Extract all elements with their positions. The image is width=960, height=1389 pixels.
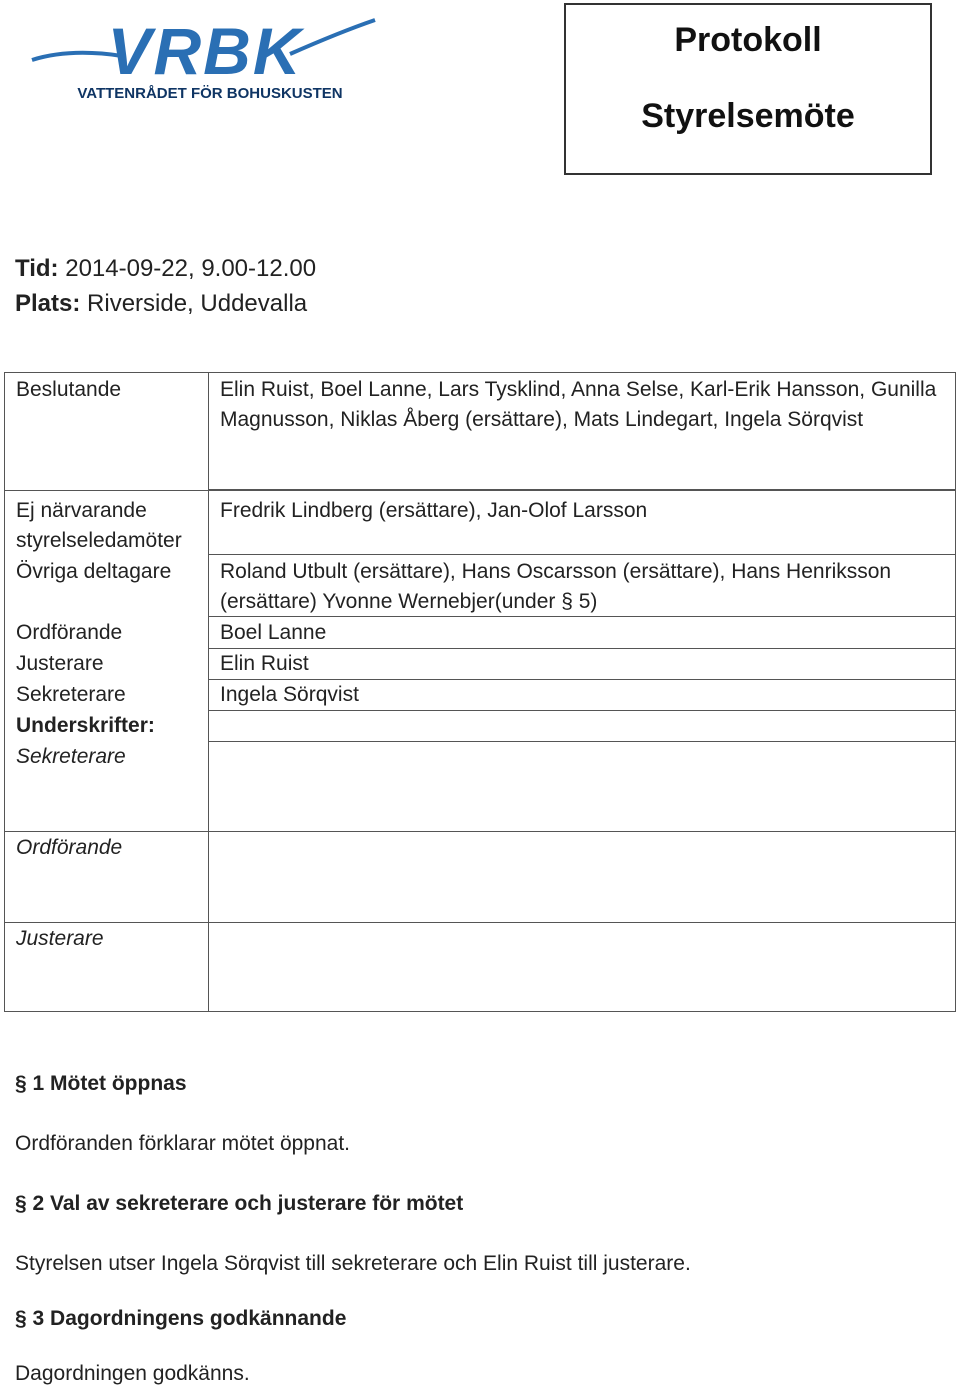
document-title: Protokoll <box>674 21 822 59</box>
sekreterare-value: Ingela Sörqvist <box>220 683 359 706</box>
justerare-value: Elin Ruist <box>220 652 309 675</box>
ej-narvarande-label: Ej närvarande <box>16 499 147 522</box>
row-divider <box>5 831 955 832</box>
ordforande-label: Ordförande <box>16 621 123 644</box>
styrelseledamoter-label: styrelseledamöter <box>16 529 182 552</box>
section-heading: § 3 Dagordningens godkännande <box>15 1307 347 1330</box>
section-body: Dagordningen godkänns. <box>15 1362 250 1385</box>
document-title-box <box>564 3 932 175</box>
row-divider <box>5 922 955 923</box>
logo-swoosh-right <box>290 20 375 54</box>
participants-table <box>4 372 956 1012</box>
signature-justerare-label: Justerare <box>16 927 104 950</box>
signature-sekreterare-label: Sekreterare <box>16 745 126 768</box>
underskrifter-label: Underskrifter: <box>16 714 155 737</box>
meeting-time <box>15 255 316 283</box>
section-heading: § 2 Val av sekreterare och justerare för mötet <box>15 1192 464 1215</box>
document-subtitle: Styrelsemöte <box>641 97 855 135</box>
sekreterare-label: Sekreterare <box>16 683 126 706</box>
ovriga-deltagare-label: Övriga deltagare <box>16 560 172 583</box>
ovriga-deltagare-value: Roland Utbult (ersättare), Hans Oscarsson (ersättare), Hans Henriksson (ersättare) Yvonne Wernebjer(under § 5) <box>220 560 892 613</box>
logo-subtitle: VATTENRÅDET FÖR BOHUSKUSTEN <box>77 85 343 102</box>
row-divider <box>5 490 955 491</box>
ordforande-value: Boel Lanne <box>220 621 327 644</box>
row-divider <box>208 554 955 555</box>
beslutande-value: Elin Ruist, Boel Lanne, Lars Tysklind, Anna Selse, Karl-Erik Hansson, Gunilla Magnusson, Niklas Åberg (ersättare), Mats Lindegart, Ingela Sörqvist <box>220 378 937 431</box>
justerare-label: Justerare <box>16 652 104 675</box>
ej-narvarande-value: Fredrik Lindberg (ersättare), Jan-Olof Larsson <box>220 499 648 522</box>
place-label: Plats: <box>15 290 81 317</box>
time-label: Tid: <box>15 255 59 282</box>
signature-ordforande-label: Ordförande <box>16 836 123 859</box>
row-divider <box>208 710 955 711</box>
beslutande-label: Beslutande <box>16 378 122 401</box>
section-body: Ordföranden förklarar mötet öppnat. <box>15 1132 351 1155</box>
table-column-divider <box>208 373 209 1011</box>
section-body: Styrelsen utser Ingela Sörqvist till sekreterare och Elin Ruist till justerare. <box>15 1252 691 1275</box>
place-value: Riverside, Uddevalla <box>80 290 308 317</box>
vrbk-logo <box>30 10 380 102</box>
meeting-place <box>15 290 307 318</box>
row-divider <box>208 741 955 742</box>
time-value: 2014-09-22, 9.00-12.00 <box>58 255 317 282</box>
logo-text: VRBK <box>107 14 303 88</box>
section-heading: § 1 Mötet öppnas <box>15 1072 187 1095</box>
